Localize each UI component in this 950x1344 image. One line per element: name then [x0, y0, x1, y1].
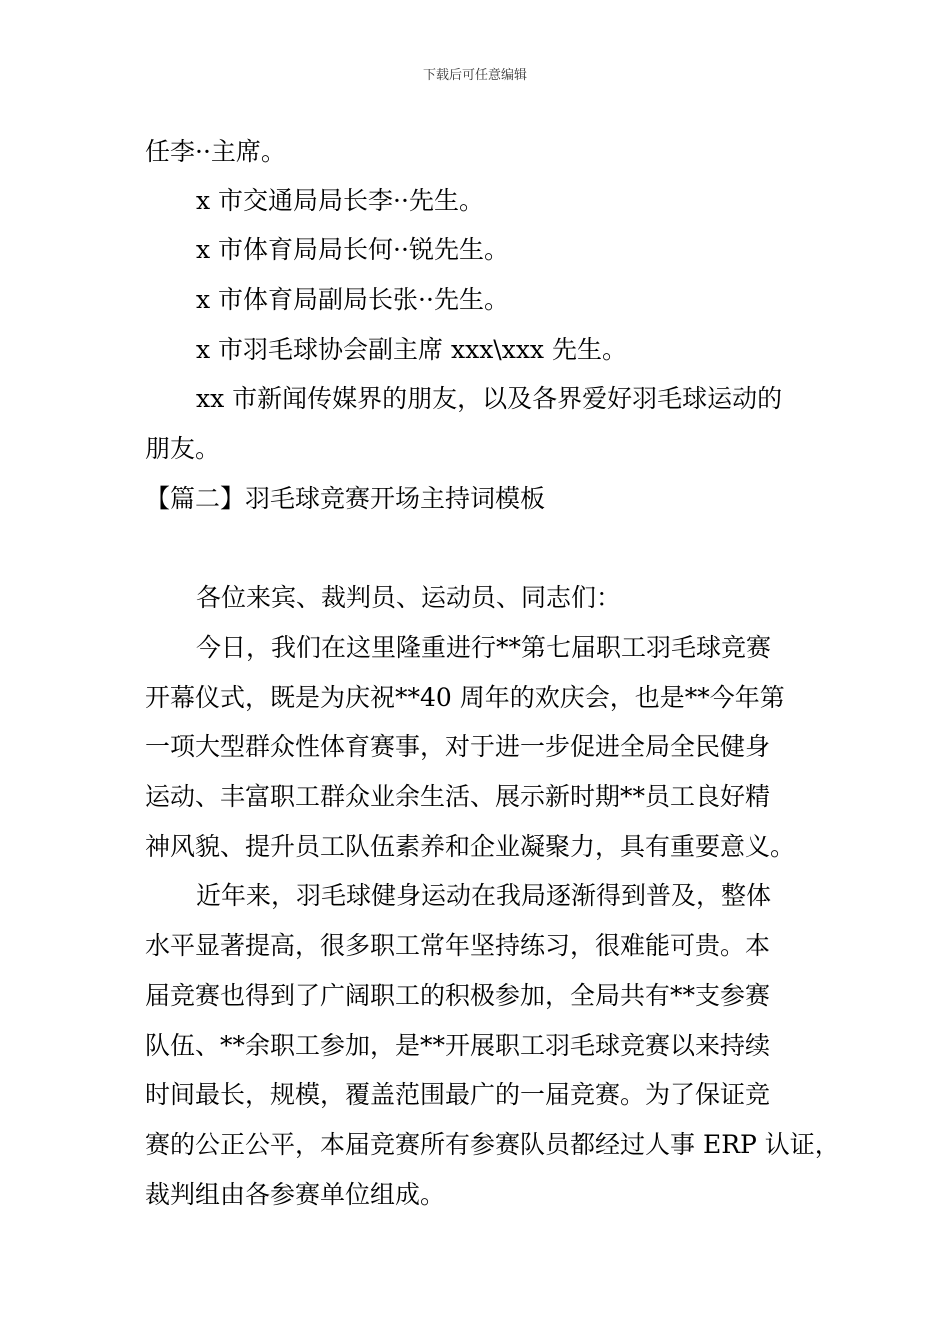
body-line: x 市体育局局长何··锐先生。: [196, 235, 509, 264]
body-line: 近年来，羽毛球健身运动在我局逐渐得到普及，整体: [196, 881, 772, 910]
body-line: 水平显著提高，很多职工常年坚持练习，很难能可贵。本: [145, 931, 771, 960]
body-line: 队伍、**余职工参加，是**开展职工羽毛球竞赛以来持续: [145, 1031, 771, 1060]
body-line: 届竞赛也得到了广阔职工的积极参加，全局共有**支参赛: [145, 981, 771, 1010]
body-line: 裁判组由各参赛单位组成。: [145, 1180, 446, 1209]
body-line: 任李··主席。: [145, 137, 286, 166]
section-heading: 【篇二】羽毛球竞赛开场主持词模板: [145, 484, 546, 513]
body-line: 运动、丰富职工群众业余生活、展示新时期**员工良好精: [145, 782, 771, 811]
body-line: 神风貌、提升员工队伍素养和企业凝聚力，具有重要意义。: [145, 832, 796, 861]
body-line: 今日，我们在这里隆重进行**第七届职工羽毛球竞赛: [196, 633, 772, 662]
body-line: 开幕仪式，既是为庆祝**40 周年的欢庆会，也是**今年第: [145, 683, 785, 712]
body-line: 时间最长，规模，覆盖范围最广的一届竞赛。为了保证竞: [145, 1080, 771, 1109]
page-header: 下载后可任意编辑: [422, 68, 527, 83]
body-line: 一项大型群众性体育赛事，对于进一步促进全局全民健身: [145, 732, 771, 761]
body-line: 各位来宾、裁判员、运动员、同志们：: [196, 583, 622, 612]
body-line: 朋友。: [145, 434, 221, 463]
body-line: x 市交通局局长李··先生。: [196, 186, 484, 215]
body-line: 赛的公正公平，本届竞赛所有参赛队员都经过人事 ERP 认证，: [145, 1130, 840, 1159]
body-line: x 市羽毛球协会副主席 xxx\xxx 先生。: [196, 335, 627, 364]
body-line: xx 市新闻传媒界的朋友，以及各界爱好羽毛球运动的: [196, 384, 783, 413]
body-line: x 市体育局副局长张··先生。: [196, 285, 509, 314]
